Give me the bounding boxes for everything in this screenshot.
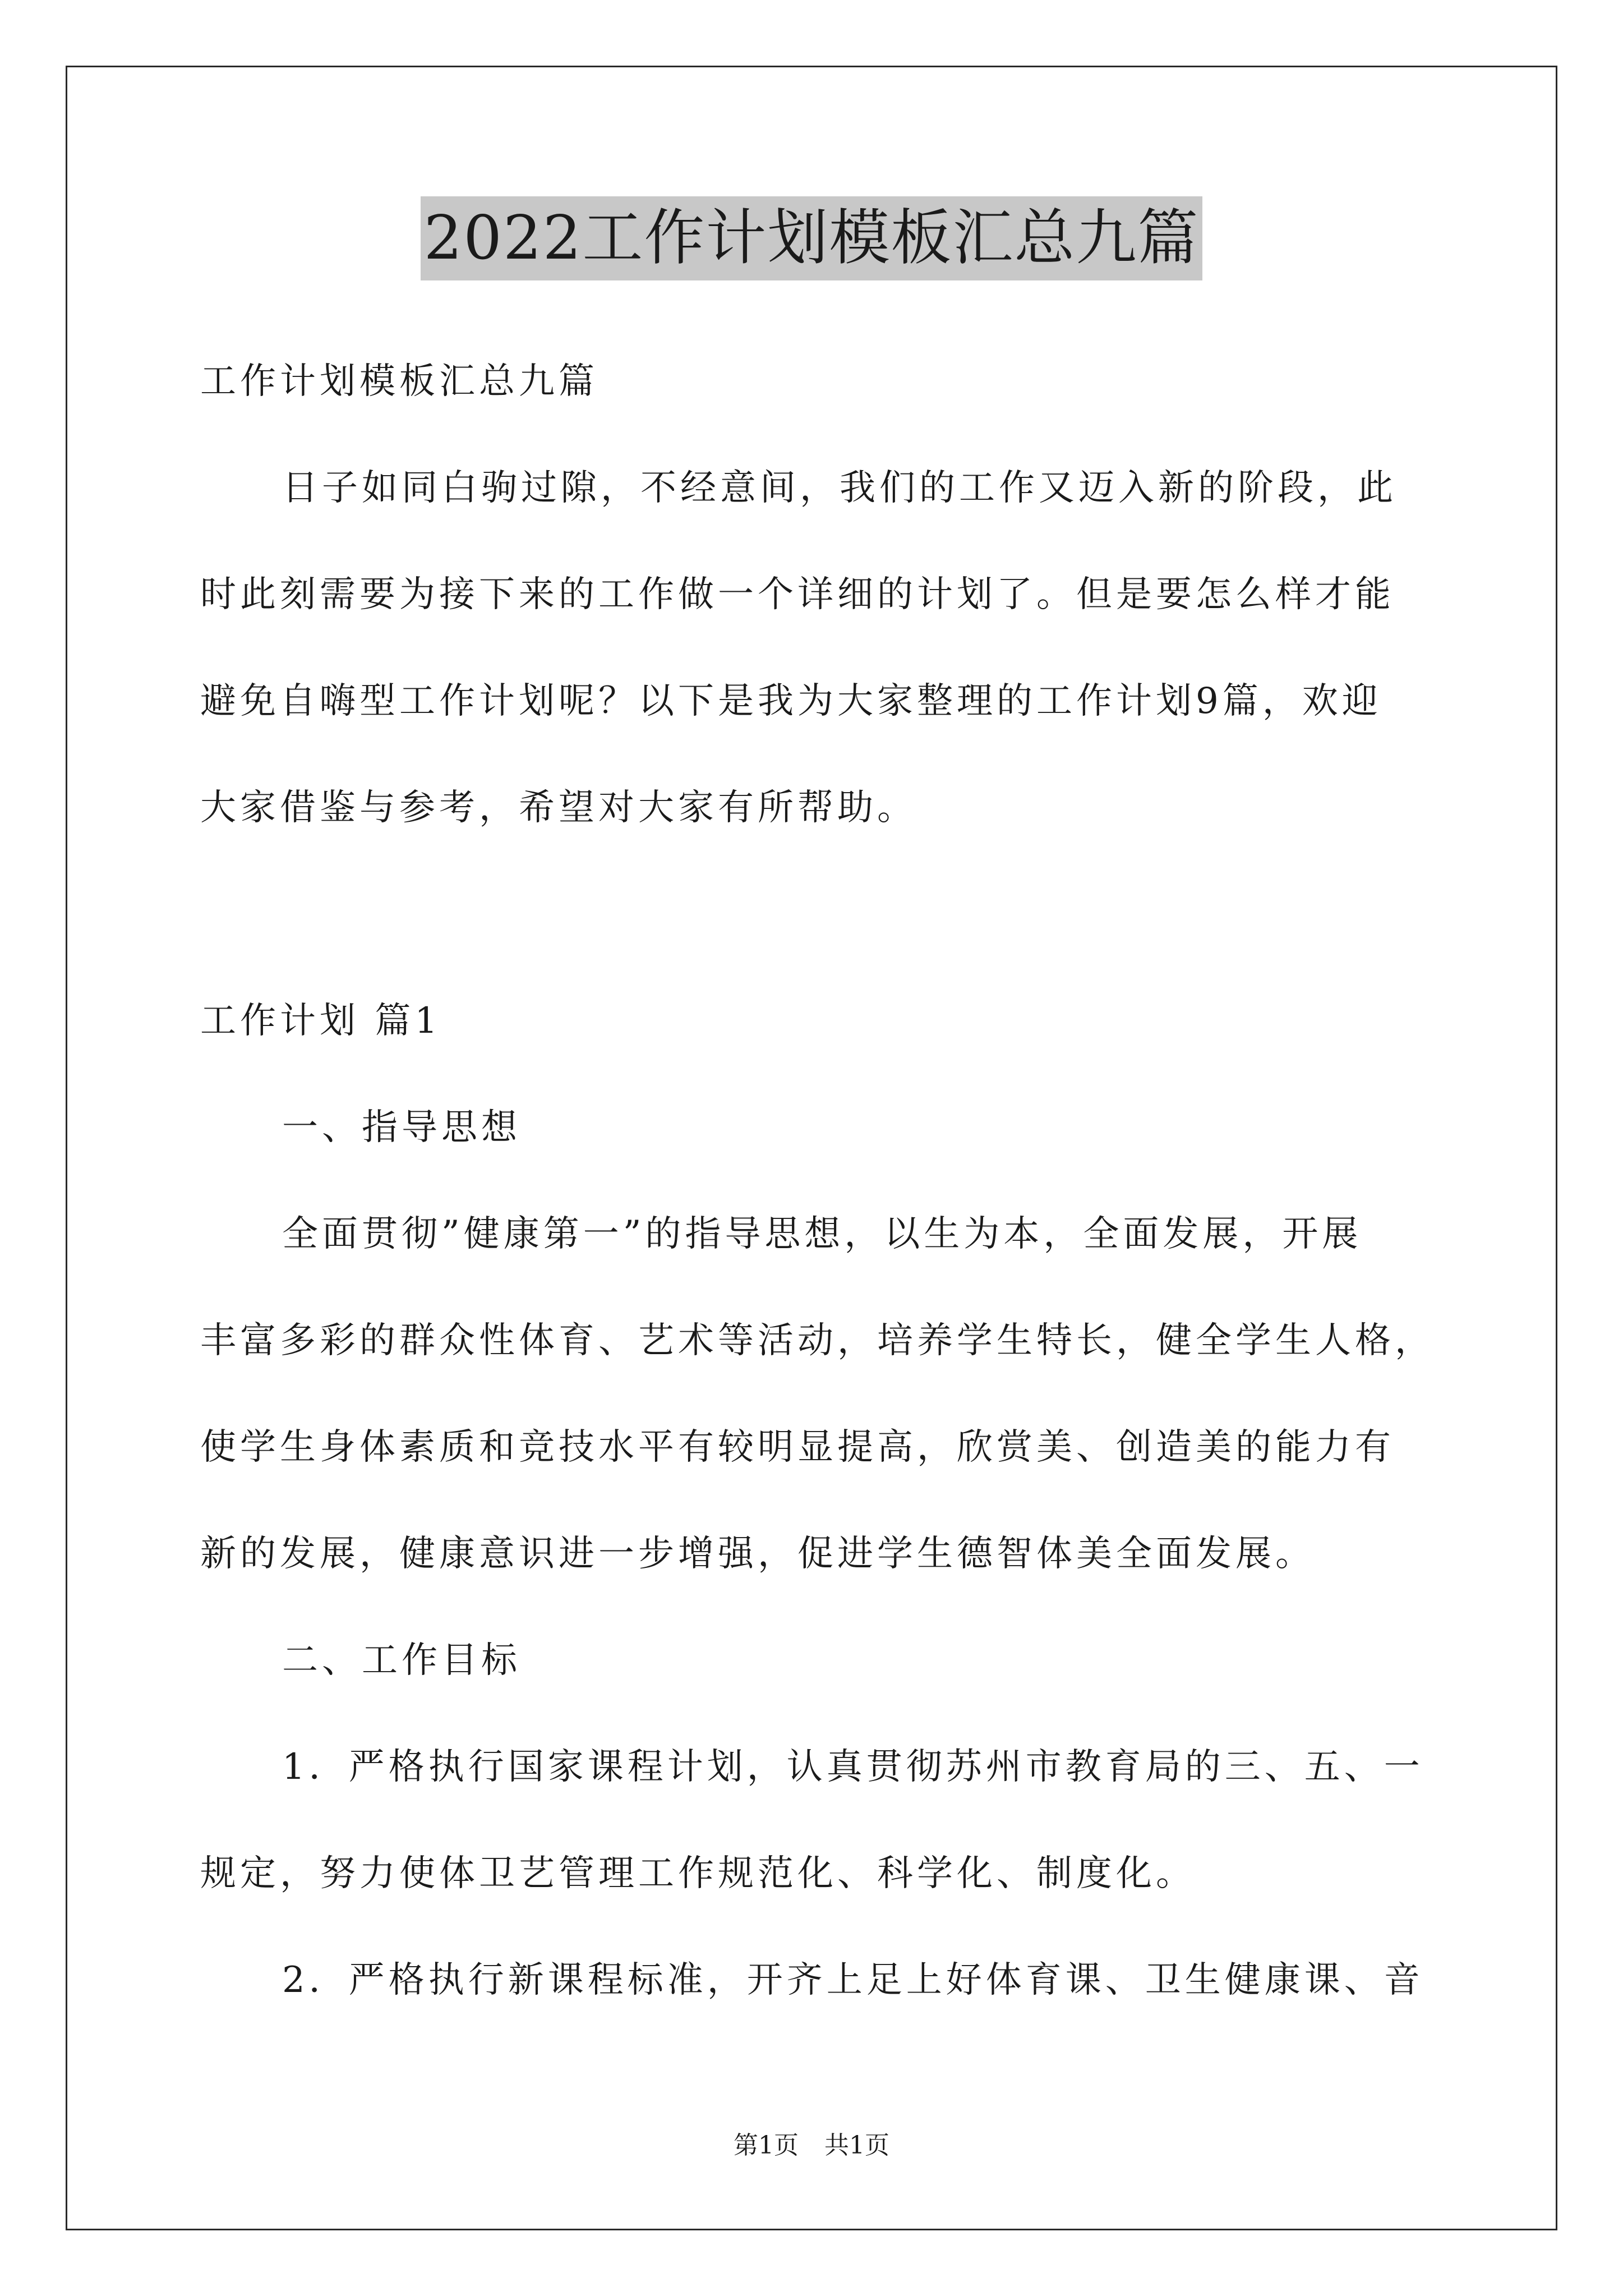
heading-work-goals: 二、工作目标 <box>282 1640 521 1681</box>
paragraph-line-1: 全面贯彻”健康第一”的指导思想，以生为本，全面发展，开展 <box>282 1213 1362 1255</box>
goal-1-line-2: 规定，努力使体卫艺管理工作规范化、科学化、制度化。 <box>200 1853 1196 1894</box>
document-title: 2022工作计划模板汇总九篇 <box>421 196 1203 280</box>
title-container <box>0 196 1623 280</box>
subtitle-line: 工作计划模板汇总九篇 <box>200 361 598 402</box>
intro-line-1: 日子如同白驹过隙，不经意间，我们的工作又迈入新的阶段，此 <box>282 467 1397 509</box>
goal-1-line-1: 1．严格执行国家课程计划，认真贯彻苏州市教育局的三、五、一 <box>282 1746 1424 1788</box>
intro-line-2: 时此刻需要为接下来的工作做一个详细的计划了。但是要怎么样才能 <box>200 574 1395 615</box>
section-heading: 工作计划 篇1 <box>200 1000 442 1042</box>
paragraph-line-2: 丰富多彩的群众性体育、艺术等活动，培养学生特长，健全学生人格， <box>200 1320 1435 1361</box>
intro-line-3: 避免自嗨型工作计划呢？以下是我为大家整理的工作计划9篇，欢迎 <box>200 680 1382 722</box>
page-total: 共1页 <box>824 2131 889 2160</box>
page-number: 第1页 <box>734 2131 799 2160</box>
goal-2-line-1: 2．严格执行新课程标准，开齐上足上好体育课、卫生健康课、音 <box>282 1959 1424 2001</box>
paragraph-line-3: 使学生身体素质和竞技水平有较明显提高，欣赏美、创造美的能力有 <box>200 1427 1395 1468</box>
intro-line-4: 大家借鉴与参考，希望对大家有所帮助。 <box>200 787 917 829</box>
heading-guiding-thought: 一、指导思想 <box>282 1107 521 1148</box>
paragraph-line-4: 新的发展，健康意识进一步增强，促进学生德智体美全面发展。 <box>200 1533 1315 1575</box>
page-footer <box>0 2125 1623 2161</box>
